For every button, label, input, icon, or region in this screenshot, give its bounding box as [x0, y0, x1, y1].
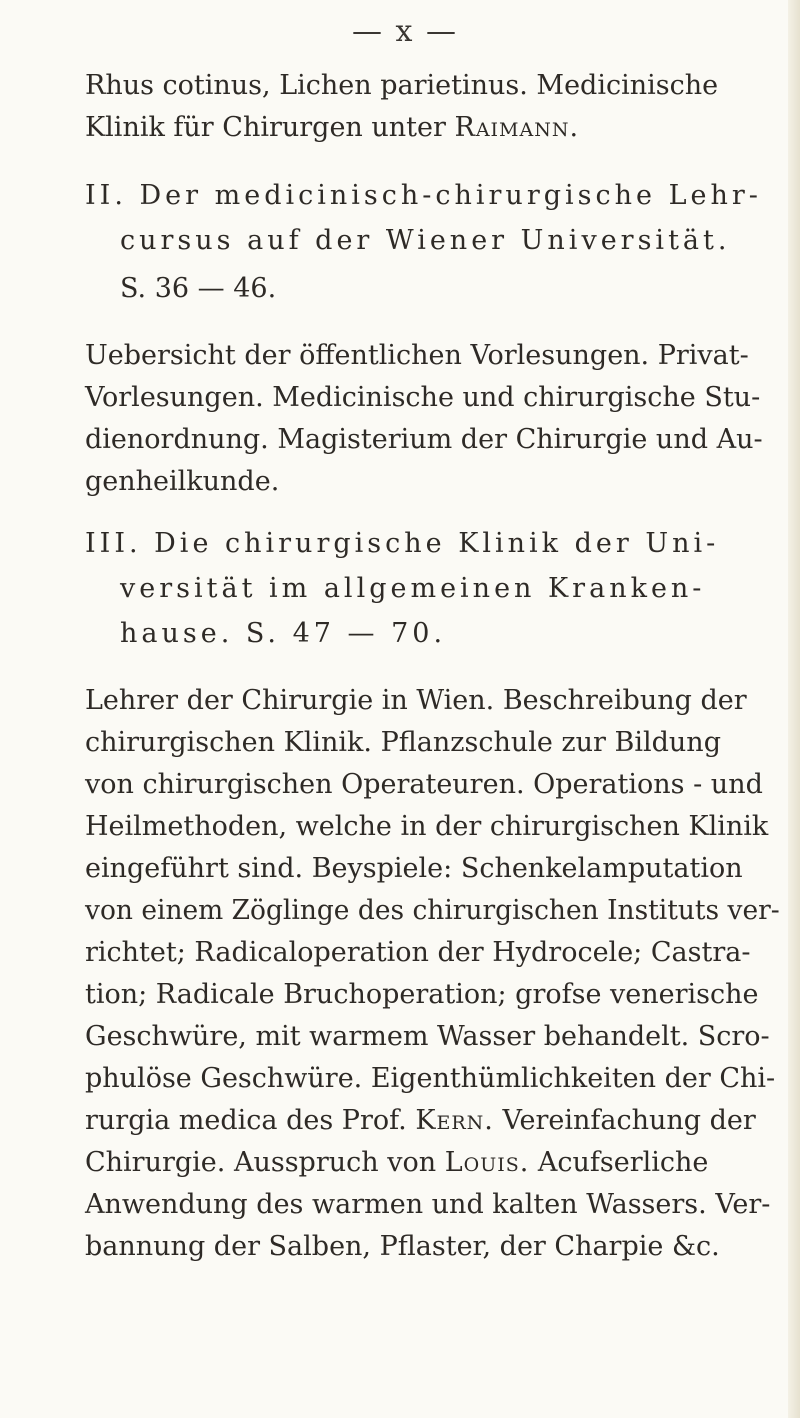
text-fragment: Acufserliche: [529, 1147, 709, 1178]
text-line: Anwendung des warmen und kalten Wassers. Ver-: [85, 1189, 771, 1220]
text-line: phulöse Geschwüre. Eigenthümlichkeiten der Chi-: [85, 1063, 776, 1094]
section-heading: II. Der medicinisch-chirurgische Lehr-: [85, 180, 762, 211]
page-range: S. 36 — 46.: [120, 273, 277, 304]
text-line: [85, 1105, 756, 1137]
text-fragment: rurgia medica des Prof.: [85, 1105, 416, 1136]
section-heading: versität im allgemeinen Kranken-: [120, 573, 706, 604]
author-name: Raimann.: [454, 112, 580, 143]
author-name: Louis.: [444, 1147, 530, 1178]
section-heading: hause. S. 47 — 70.: [120, 618, 447, 649]
text-line: Heilmethoden, welche in der chirurgischen Klinik: [85, 811, 769, 842]
text-line: Lehrer der Chirurgie in Wien. Beschreibung der: [85, 685, 747, 716]
text-line: bannung der Salben, Pflaster, der Charpie &c.: [85, 1231, 720, 1262]
text-line: Vorlesungen. Medicinische und chirurgische Stu-: [85, 382, 761, 413]
section-heading: III. Die chirurgische Klinik der Uni-: [85, 528, 720, 559]
text-fragment: Vereinfachung der: [493, 1105, 756, 1136]
text-line: [85, 112, 579, 144]
text-line: genheilkunde.: [85, 466, 280, 497]
text-line: von einem Zöglinge des chirurgischen Instituts ver-: [85, 895, 780, 926]
page-header: — x —: [352, 14, 458, 49]
text-line: Geschwüre, mit warmem Wasser behandelt. Scro-: [85, 1021, 770, 1052]
text-line: chirurgischen Klinik. Pflanzschule zur Bildung: [85, 727, 721, 758]
text-fragment: Klinik für Chirurgen unter: [85, 112, 455, 143]
section-heading: cursus auf der Wiener Universität.: [120, 225, 731, 256]
page-edge: [788, 0, 800, 1418]
text-line: Uebersicht der öffentlichen Vorlesungen. Privat-: [85, 340, 749, 371]
text-line: tion; Radicale Bruchoperation; grofse venerische: [85, 979, 759, 1010]
text-line: [85, 1147, 708, 1179]
author-name: Kern.: [415, 1105, 494, 1136]
text-fragment: Chirurgie. Ausspruch von: [85, 1147, 445, 1178]
text-line: dienordnung. Magisterium der Chirurgie und Au-: [85, 424, 763, 455]
text-line: eingeführt sind. Beyspiele: Schenkelamputation: [85, 853, 743, 884]
text-line: Rhus cotinus, Lichen parietinus. Medicinische: [85, 70, 719, 101]
text-line: von chirurgischen Operateuren. Operations - und: [85, 769, 763, 800]
text-line: richtet; Radicaloperation der Hydrocele; Castra-: [85, 937, 751, 968]
